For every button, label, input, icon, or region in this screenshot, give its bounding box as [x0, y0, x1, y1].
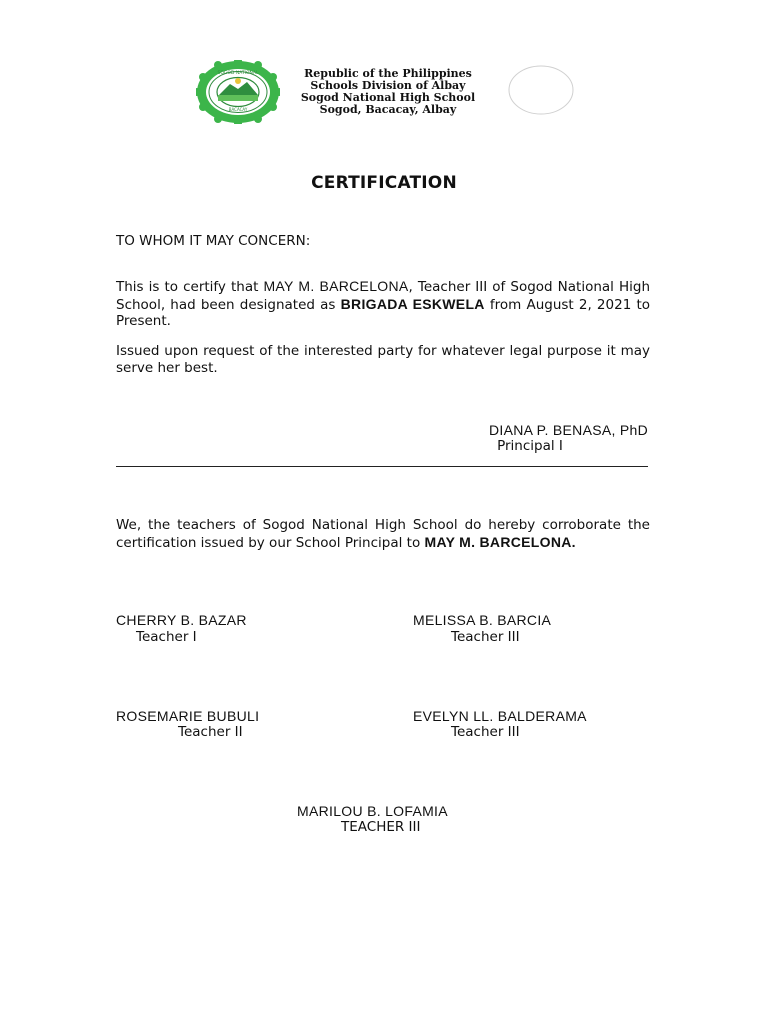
header-republic: Republic of the Philippines: [304, 67, 472, 80]
principal-name: DIANA P. BENASA, PhD: [488, 422, 648, 438]
signatory-role: TEACHER III: [341, 819, 421, 835]
signatory-name: MARILOU B. LOFAMIA: [297, 803, 448, 819]
paragraph-text: , Teacher III of Sogod National High School, had been designated as: [116, 279, 650, 313]
paragraph-text: This is to certify that: [116, 279, 264, 295]
corroboration-paragraph: [116, 517, 650, 551]
school-seal-logo: [196, 60, 280, 124]
header-address: Sogod, Bacacay, Albay: [319, 103, 457, 116]
seal-lettering-bottom: BACACAY: [228, 107, 248, 112]
certified-person-name: MAY M. BARCELONA: [263, 278, 409, 294]
header-division: Schools Division of Albay: [310, 79, 466, 92]
divider-line: [116, 466, 648, 467]
principal-title: Principal I: [497, 438, 563, 454]
letterhead: [290, 68, 486, 116]
document-title: CERTIFICATION: [311, 173, 457, 193]
signatory-name: ROSEMARIE BUBULI: [116, 708, 260, 724]
signatory-name: EVELYN LL. BALDERAMA: [413, 708, 587, 724]
seal-lettering: SOGOD NATIONAL: [217, 71, 259, 76]
deped-logo-placeholder: [507, 64, 575, 116]
certification-paragraph: [116, 278, 650, 330]
header-school: Sogod National High School: [300, 91, 476, 104]
signatory-name: CHERRY B. BAZAR: [116, 612, 247, 628]
certified-person-name: MAY M. BARCELONA.: [424, 533, 576, 550]
signatory-role: Teacher I: [136, 629, 197, 645]
signatory-name: MELISSA B. BARCIA: [413, 612, 552, 628]
purpose-paragraph: Issued upon request of the interested party for whatever legal purpose it may serve her best.: [116, 343, 650, 376]
paragraph-text: We, the teachers of Sogod National High School do hereby corroborate the certification issued by our School Principal to: [116, 517, 650, 551]
signatory-role: Teacher III: [451, 629, 520, 645]
salutation: TO WHOM IT MAY CONCERN:: [116, 233, 311, 249]
designation-role: BRIGADA ESKWELA: [340, 295, 485, 312]
paragraph-text: from August 2, 2021 to Present.: [116, 296, 651, 329]
signatory-role: Teacher II: [178, 724, 243, 740]
signatory-role: Teacher III: [451, 724, 520, 740]
